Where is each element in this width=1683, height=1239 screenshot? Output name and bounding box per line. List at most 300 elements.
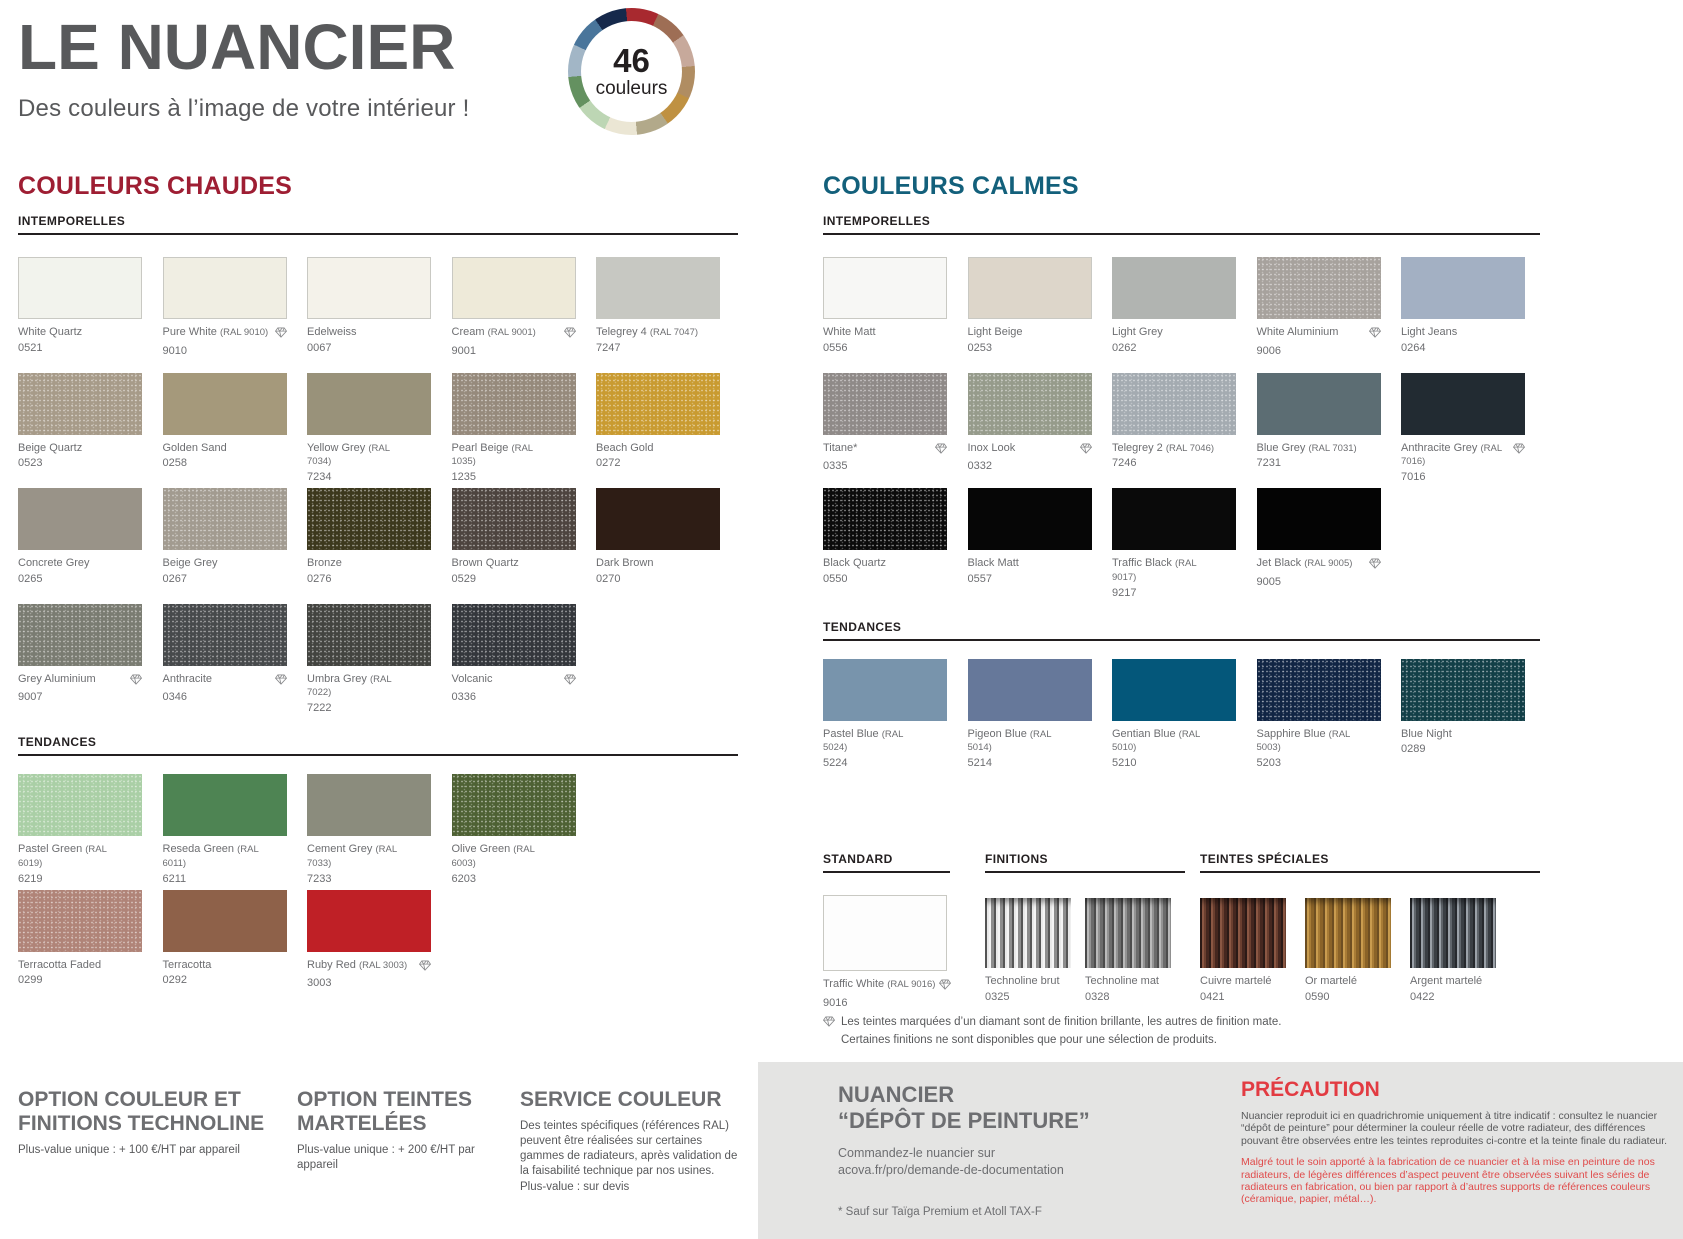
swatch-code: 7233 bbox=[307, 872, 332, 885]
diamond-icon bbox=[275, 327, 287, 343]
swatch-name: Anthracite Grey (RAL 7016) bbox=[1401, 441, 1502, 468]
color-swatch-pastel-green bbox=[18, 774, 142, 836]
radiator-image-or-martel bbox=[1305, 898, 1391, 968]
swatch-ral: (RAL 7034) bbox=[307, 442, 390, 468]
swatch-cell-pure-white bbox=[163, 257, 287, 373]
swatch-cell-traffic-black bbox=[1112, 488, 1236, 604]
swatch-cell-sapphire-blue bbox=[1257, 659, 1381, 775]
swatch-row bbox=[18, 604, 738, 720]
diamond-icon bbox=[935, 443, 947, 459]
swatch-code: 0529 bbox=[451, 572, 476, 585]
option-3-body-line2: Plus-value : sur devis bbox=[520, 1180, 630, 1193]
swatch-cell-gentian-blue bbox=[1112, 659, 1236, 775]
swatch-cell-light-beige bbox=[968, 257, 1092, 373]
swatch-ral: (RAL 9016) bbox=[887, 979, 936, 990]
swatch-label bbox=[18, 843, 142, 885]
swatch-cell-jet-black bbox=[1257, 488, 1381, 604]
swatch-code: 6219 bbox=[18, 872, 43, 885]
swatch-code: 0262 bbox=[1112, 341, 1137, 354]
swatch-label bbox=[968, 728, 1092, 770]
swatch-label bbox=[18, 673, 142, 704]
swatch-code: 6211 bbox=[162, 872, 187, 885]
swatch-cell-white-quartz bbox=[18, 257, 142, 373]
swatch-cell-pearl-beige bbox=[452, 373, 576, 489]
swatch-ral: (RAL 5014) bbox=[967, 728, 1052, 754]
color-count-badge bbox=[568, 8, 695, 135]
color-swatch-anthracite-grey bbox=[1401, 373, 1525, 435]
swatch-code: 0421 bbox=[1200, 990, 1225, 1003]
color-swatch-white-quartz bbox=[18, 257, 142, 319]
swatch-label bbox=[18, 442, 142, 470]
swatch-label bbox=[596, 442, 720, 470]
swatch-cell-volcanic bbox=[452, 604, 576, 720]
options-area bbox=[18, 1088, 765, 1195]
swatch-code: 5210 bbox=[1112, 757, 1137, 769]
swatch-label bbox=[18, 326, 142, 354]
color-swatch-concrete-grey bbox=[18, 488, 142, 550]
swatch-code: 0422 bbox=[1410, 990, 1435, 1003]
swatch-name: Blue Night bbox=[1401, 727, 1452, 740]
swatch-code: 1235 bbox=[451, 471, 476, 483]
color-swatch-terracotta bbox=[163, 890, 287, 952]
swatch-label bbox=[163, 673, 287, 704]
swatch-row bbox=[823, 659, 1540, 775]
swatch-code: 0276 bbox=[307, 572, 332, 585]
color-swatch-olive-green bbox=[452, 774, 576, 836]
swatch-cell-or-martel bbox=[1305, 895, 1410, 1003]
swatch-label bbox=[307, 959, 431, 990]
swatch-cell-beige-grey bbox=[163, 488, 287, 604]
badge-count: 46 bbox=[613, 41, 650, 79]
color-swatch-ruby-red bbox=[307, 890, 431, 952]
service-couleur bbox=[520, 1088, 748, 1195]
warm-intemporelles-grid bbox=[18, 257, 738, 719]
color-swatch-brown-quartz bbox=[452, 488, 576, 550]
diamond-footnote-text bbox=[841, 1014, 1281, 1050]
swatch-name: Yellow Grey (RAL 7034) bbox=[307, 441, 390, 468]
swatch-code: 5203 bbox=[1256, 757, 1281, 769]
swatch-cell-titane bbox=[823, 373, 947, 489]
swatch-code: 0299 bbox=[18, 974, 43, 987]
swatch-cell-telegrey-4 bbox=[596, 257, 720, 373]
color-swatch-traffic-white bbox=[823, 895, 947, 971]
swatch-name: Cuivre martelé bbox=[1200, 975, 1272, 987]
swatch-ral: (RAL 5024) bbox=[823, 728, 903, 754]
color-swatch-pastel-blue bbox=[823, 659, 947, 721]
swatch-cell-inox-look bbox=[968, 373, 1092, 489]
color-swatch-jet-black bbox=[1257, 488, 1381, 550]
swatch-label bbox=[823, 728, 947, 770]
swatch-code: 9006 bbox=[1256, 344, 1281, 357]
swatch-name: Titane* bbox=[823, 441, 858, 454]
group-head-warm-tendances: TENDANCES bbox=[18, 735, 738, 756]
swatch-cell-terracotta-faded bbox=[18, 890, 142, 1006]
swatch-cell-edelweiss bbox=[307, 257, 431, 373]
swatch-code: 0336 bbox=[451, 691, 476, 704]
swatch-cell-black-matt bbox=[968, 488, 1092, 604]
swatch-code: 0557 bbox=[967, 572, 992, 585]
swatch-code: 7016 bbox=[1401, 471, 1426, 483]
color-swatch-inox-look bbox=[968, 373, 1092, 435]
swatch-name: Black Matt bbox=[967, 557, 1019, 569]
color-swatch-beach-gold bbox=[596, 373, 720, 435]
option-3-body-text: Des teintes spécifiques (références RAL) peuvent être réalisées sur certaines gammes de radiateurs, après validation de la faisabilité technique par nos usines. bbox=[520, 1119, 738, 1178]
section-couleurs-calmes bbox=[823, 172, 1540, 1009]
special-finishes-area bbox=[823, 852, 1540, 1009]
swatch-cell-pastel-blue bbox=[823, 659, 947, 775]
calm-tendances-grid bbox=[823, 659, 1540, 775]
color-swatch-titane bbox=[823, 373, 947, 435]
swatch-code: 9007 bbox=[18, 691, 43, 704]
swatch-cell-black-quartz bbox=[823, 488, 947, 604]
color-swatch-beige-quartz bbox=[18, 373, 142, 435]
swatch-code: 0253 bbox=[967, 341, 992, 354]
swatch-ral: (RAL 6019) bbox=[18, 844, 107, 869]
section-title-calm: COULEURS CALMES bbox=[823, 172, 1079, 200]
color-swatch-grey-aluminium bbox=[18, 604, 142, 666]
swatch-label bbox=[1257, 442, 1381, 470]
color-swatch-sapphire-blue bbox=[1257, 659, 1381, 721]
swatch-cell-pigeon-blue bbox=[968, 659, 1092, 775]
swatch-cell-terracotta bbox=[163, 890, 287, 1006]
precaution-body: Nuancier reproduit ici en quadrichromie uniquement à titre indicatif : consultez le nuancier “dépôt de peinture” pour déterminer la couleur réelle de votre radiateur, des différences pouvant être observées entre les teintes reproduites ci-contre et la teinte finale du radiateur. bbox=[1241, 1110, 1668, 1147]
radiator-image-argent-martel bbox=[1410, 898, 1496, 968]
group-head-calm-intemporelles: INTEMPORELLES bbox=[823, 214, 1540, 235]
swatch-label bbox=[823, 442, 947, 473]
swatch-label bbox=[163, 557, 287, 585]
swatch-name: Grey Aluminium bbox=[18, 672, 96, 685]
swatch-code: 3003 bbox=[307, 977, 332, 990]
swatch-name: Light Beige bbox=[967, 326, 1023, 338]
color-swatch-golden-sand bbox=[163, 373, 287, 435]
swatch-code: 0289 bbox=[1401, 743, 1426, 756]
swatch-label bbox=[307, 673, 431, 715]
swatch-cell-cement-grey bbox=[307, 774, 431, 890]
swatch-ral: (RAL 7031) bbox=[1308, 442, 1357, 454]
diamond-icon bbox=[275, 674, 287, 690]
finitions-row bbox=[985, 895, 1200, 1003]
swatch-name: Cement Grey (RAL 7033) bbox=[307, 843, 397, 869]
warm-tendances-grid bbox=[18, 774, 738, 1005]
swatch-name: Sapphire Blue (RAL 5003) bbox=[1256, 727, 1350, 754]
option-couleur-technoline bbox=[18, 1088, 280, 1195]
option-2-title: OPTION TEINTES MARTELÉES bbox=[297, 1088, 473, 1135]
swatch-row bbox=[823, 373, 1540, 489]
option-3-title: SERVICE COULEUR bbox=[520, 1088, 722, 1111]
nuancier-body-url: acova.fr/pro/demande-de-documentation bbox=[838, 1163, 1064, 1178]
swatch-cell-yellow-grey bbox=[307, 373, 431, 489]
swatch-ral: (RAL 7047) bbox=[649, 327, 699, 338]
swatch-code: 0264 bbox=[1401, 341, 1426, 354]
nuancier-depot-body bbox=[838, 1145, 1138, 1180]
teintes-speciales-row bbox=[1200, 895, 1540, 1003]
swatch-cell-cream bbox=[452, 257, 576, 373]
swatch-code: 0332 bbox=[967, 460, 992, 473]
footnote-line-1: Les teintes marquées d’un diamant sont de finition brillante, les autres de finition mate. bbox=[841, 1016, 1282, 1028]
swatch-label bbox=[18, 959, 142, 987]
swatch-row bbox=[823, 488, 1540, 604]
group-head-calm-tendances: TENDANCES bbox=[823, 620, 1540, 641]
swatch-cell-light-jeans bbox=[1401, 257, 1525, 373]
diamond-icon bbox=[939, 979, 951, 995]
swatch-name: Technoline mat bbox=[1085, 975, 1159, 987]
swatch-code: 7231 bbox=[1256, 457, 1281, 470]
swatch-name: Dark Brown bbox=[596, 557, 654, 569]
swatch-ral: (RAL 5010) bbox=[1112, 728, 1200, 754]
swatch-name: Bronze bbox=[307, 557, 342, 569]
diamond-icon bbox=[823, 1016, 835, 1030]
swatch-label bbox=[452, 442, 576, 484]
swatch-label bbox=[823, 978, 951, 1009]
diamond-icon bbox=[564, 327, 576, 343]
swatch-name: Light Grey bbox=[1112, 326, 1163, 338]
color-swatch-cement-grey bbox=[307, 774, 431, 836]
swatch-name: Gentian Blue (RAL 5010) bbox=[1112, 727, 1200, 754]
color-swatch-blue-night bbox=[1401, 659, 1525, 721]
swatch-label bbox=[1085, 975, 1185, 1003]
color-swatch-light-beige bbox=[968, 257, 1092, 319]
swatch-name: Terracotta bbox=[162, 958, 212, 971]
color-swatch-telegrey-2 bbox=[1112, 373, 1236, 435]
swatch-cell-brown-quartz bbox=[452, 488, 576, 604]
swatch-label bbox=[1112, 557, 1236, 599]
nuancier-depot-title bbox=[838, 1082, 1138, 1135]
swatch-cell-olive-green bbox=[452, 774, 576, 890]
swatch-code: 0335 bbox=[823, 460, 848, 473]
swatch-label bbox=[1305, 975, 1410, 1003]
swatch-label bbox=[1112, 326, 1236, 354]
swatch-code: 7234 bbox=[307, 471, 332, 483]
diamond-icon bbox=[1080, 443, 1092, 459]
swatch-label bbox=[163, 959, 287, 987]
nuancier-title-line2: “DÉPÔT DE PEINTURE” bbox=[838, 1108, 1090, 1134]
swatch-code: 0523 bbox=[18, 457, 43, 470]
swatch-ral: (RAL 9010) bbox=[219, 327, 269, 338]
swatch-cell-traffic-white bbox=[823, 895, 951, 1009]
swatch-code: 0258 bbox=[162, 457, 187, 470]
swatch-label bbox=[596, 326, 720, 354]
swatch-name: Blue Grey (RAL 7031) bbox=[1256, 441, 1357, 454]
swatch-code: 9016 bbox=[823, 996, 848, 1009]
color-swatch-dark-brown bbox=[596, 488, 720, 550]
color-swatch-anthracite bbox=[163, 604, 287, 666]
swatch-cell-anthracite-grey bbox=[1401, 373, 1525, 489]
swatch-name: Brown Quartz bbox=[451, 557, 519, 569]
swatch-cell-technoline-mat bbox=[1085, 895, 1185, 1003]
color-swatch-yellow-grey bbox=[307, 373, 431, 435]
swatch-cell-argent-martel bbox=[1410, 895, 1515, 1003]
swatch-name: Terracotta Faded bbox=[18, 958, 102, 971]
swatch-name: Pastel Blue (RAL 5024) bbox=[823, 727, 903, 754]
swatch-cell-cuivre-martel bbox=[1200, 895, 1305, 1003]
swatch-row bbox=[18, 488, 738, 604]
swatch-name: Concrete Grey bbox=[18, 557, 90, 569]
swatch-name: Ruby Red (RAL 3003) bbox=[307, 958, 408, 971]
swatch-name: Beige Grey bbox=[162, 557, 218, 569]
diamond-icon bbox=[1369, 327, 1381, 343]
radiator-image-technoline-mat bbox=[1085, 898, 1171, 968]
group-head-finitions: FINITIONS bbox=[985, 852, 1185, 873]
swatch-ral: (RAL 5003) bbox=[1256, 728, 1350, 754]
color-swatch-terracotta-faded bbox=[18, 890, 142, 952]
swatch-cell-white-aluminium bbox=[1257, 257, 1381, 373]
swatch-code: 7247 bbox=[596, 341, 621, 354]
swatch-code: 0328 bbox=[1085, 990, 1110, 1003]
swatch-ral: (RAL 9017) bbox=[1112, 558, 1197, 583]
color-swatch-umbra-grey bbox=[307, 604, 431, 666]
precaution-block bbox=[1241, 1078, 1673, 1206]
swatch-code: 0590 bbox=[1305, 990, 1330, 1003]
swatch-ral: (RAL 3003) bbox=[358, 959, 408, 971]
swatch-code: 0292 bbox=[162, 974, 187, 987]
swatch-name: Golden Sand bbox=[162, 441, 227, 454]
swatch-label bbox=[823, 326, 947, 354]
color-swatch-edelweiss bbox=[307, 257, 431, 319]
swatch-cell-bronze bbox=[307, 488, 431, 604]
color-swatch-volcanic bbox=[452, 604, 576, 666]
swatch-label bbox=[1200, 975, 1305, 1003]
swatch-name: Telegrey 4 (RAL 7047) bbox=[596, 326, 699, 338]
standard-row bbox=[823, 895, 985, 1009]
swatch-code: 0556 bbox=[823, 341, 848, 354]
swatch-cell-grey-aluminium bbox=[18, 604, 142, 720]
swatch-name: Argent martelé bbox=[1410, 975, 1483, 987]
swatch-code: 7246 bbox=[1112, 457, 1137, 470]
swatch-row bbox=[18, 774, 738, 890]
swatch-name: Beige Quartz bbox=[18, 441, 83, 454]
swatch-code: 0550 bbox=[823, 572, 848, 585]
swatch-cell-blue-grey bbox=[1257, 373, 1381, 489]
group-head-teintes-speciales: TEINTES SPÉCIALES bbox=[1200, 852, 1540, 873]
swatch-name: Pearl Beige (RAL 1035) bbox=[451, 441, 533, 468]
badge-label: couleurs bbox=[595, 77, 668, 99]
group-standard bbox=[823, 852, 985, 1009]
bottom-grey-panel bbox=[758, 1062, 1683, 1239]
swatch-label bbox=[452, 557, 576, 585]
swatch-cell-golden-sand bbox=[163, 373, 287, 489]
swatch-ral: (RAL 7022) bbox=[307, 673, 392, 699]
swatch-name: White Quartz bbox=[18, 326, 83, 338]
group-finitions bbox=[985, 852, 1200, 1009]
swatch-label bbox=[1257, 728, 1381, 770]
diamond-icon bbox=[1513, 443, 1525, 459]
swatch-cell-beige-quartz bbox=[18, 373, 142, 489]
color-swatch-blue-grey bbox=[1257, 373, 1381, 435]
swatch-label bbox=[1257, 557, 1381, 588]
group-head-standard: STANDARD bbox=[823, 852, 950, 873]
swatch-label bbox=[596, 557, 720, 585]
group-teintes-speciales bbox=[1200, 852, 1540, 1009]
swatch-name: Or martelé bbox=[1305, 975, 1357, 987]
swatch-label bbox=[968, 442, 1092, 473]
swatch-label bbox=[1401, 326, 1525, 354]
swatch-name: Anthracite bbox=[162, 672, 213, 685]
swatch-cell-white-matt bbox=[823, 257, 947, 373]
swatch-name: Olive Green (RAL 6003) bbox=[451, 843, 535, 869]
nuancier-body-line1: Commandez-le nuancier sur bbox=[838, 1145, 996, 1160]
swatch-name: Pastel Green (RAL 6019) bbox=[18, 843, 107, 869]
swatch-ral: (RAL 6011) bbox=[162, 844, 259, 869]
swatch-name: Jet Black (RAL 9005) bbox=[1256, 557, 1353, 569]
swatch-code: 9010 bbox=[162, 344, 187, 357]
color-swatch-light-jeans bbox=[1401, 257, 1525, 319]
page-subtitle: Des couleurs à l’image de votre intérieur ! bbox=[18, 95, 470, 123]
section-couleurs-chaudes bbox=[18, 172, 738, 1005]
swatch-cell-beach-gold bbox=[596, 373, 720, 489]
swatch-ral: (RAL 7033) bbox=[307, 844, 397, 869]
swatch-label bbox=[452, 326, 576, 357]
swatch-name: Telegrey 2 (RAL 7046) bbox=[1112, 441, 1215, 454]
precaution-title: PRÉCAUTION bbox=[1241, 1078, 1380, 1101]
swatch-label bbox=[452, 843, 576, 885]
color-swatch-white-aluminium bbox=[1257, 257, 1381, 319]
swatch-code: 0521 bbox=[18, 341, 43, 354]
color-swatch-telegrey-4 bbox=[596, 257, 720, 319]
swatch-cell-reseda-green bbox=[163, 774, 287, 890]
swatch-ral: (RAL 9005) bbox=[1304, 558, 1353, 569]
swatch-code: 9005 bbox=[1256, 575, 1281, 588]
swatch-row bbox=[18, 373, 738, 489]
swatch-name: Edelweiss bbox=[307, 326, 357, 338]
swatch-name: Pure White (RAL 9010) bbox=[162, 326, 269, 338]
swatch-name: Light Jeans bbox=[1401, 326, 1458, 338]
swatch-row bbox=[18, 257, 738, 373]
swatch-code: 7222 bbox=[307, 702, 332, 714]
diamond-icon bbox=[130, 674, 142, 690]
swatch-label bbox=[823, 557, 947, 585]
option-3-body bbox=[520, 1119, 748, 1195]
diamond-icon bbox=[564, 674, 576, 690]
swatch-cell-technoline-brut bbox=[985, 895, 1085, 1003]
swatch-name: Traffic Black (RAL 9017) bbox=[1112, 557, 1197, 583]
radiator-image-technoline-brut bbox=[985, 898, 1071, 968]
swatch-label bbox=[1112, 442, 1236, 470]
swatch-row bbox=[823, 257, 1540, 373]
swatch-code: 9217 bbox=[1112, 586, 1137, 599]
swatch-label bbox=[1410, 975, 1515, 1003]
color-swatch-cream bbox=[452, 257, 576, 319]
footnote-line-2: Certaines finitions ne sont disponibles que pour une sélection de produits. bbox=[841, 1033, 1217, 1046]
swatch-cell-blue-night bbox=[1401, 659, 1525, 775]
color-swatch-pure-white bbox=[163, 257, 287, 319]
color-swatch-beige-grey bbox=[163, 488, 287, 550]
color-swatch-pearl-beige bbox=[452, 373, 576, 435]
swatch-label bbox=[163, 326, 287, 357]
swatch-code: 6203 bbox=[451, 872, 476, 885]
swatch-cell-ruby-red bbox=[307, 890, 431, 1006]
swatch-ral: (RAL 9001) bbox=[487, 327, 536, 338]
swatch-cell-anthracite bbox=[163, 604, 287, 720]
swatch-name: White Aluminium bbox=[1256, 326, 1339, 338]
swatch-code: 0325 bbox=[985, 990, 1010, 1003]
swatch-label bbox=[968, 557, 1092, 585]
swatch-name: Beach Gold bbox=[596, 441, 654, 454]
swatch-row bbox=[18, 890, 738, 1006]
section-title-warm: COULEURS CHAUDES bbox=[18, 172, 293, 200]
swatch-cell-concrete-grey bbox=[18, 488, 142, 604]
swatch-label bbox=[968, 326, 1092, 354]
swatch-code: 0346 bbox=[162, 691, 187, 704]
color-swatch-traffic-black bbox=[1112, 488, 1236, 550]
swatch-label bbox=[985, 975, 1085, 1003]
color-swatch-light-grey bbox=[1112, 257, 1236, 319]
group-head-warm-intemporelles: INTEMPORELLES bbox=[18, 214, 738, 235]
swatch-label bbox=[307, 557, 431, 585]
swatch-name: White Matt bbox=[823, 326, 876, 338]
option-1-body: Plus-value unique : + 100 €/HT par appareil bbox=[18, 1143, 240, 1156]
swatch-cell-umbra-grey bbox=[307, 604, 431, 720]
swatch-ral: (RAL 6003) bbox=[451, 844, 535, 869]
